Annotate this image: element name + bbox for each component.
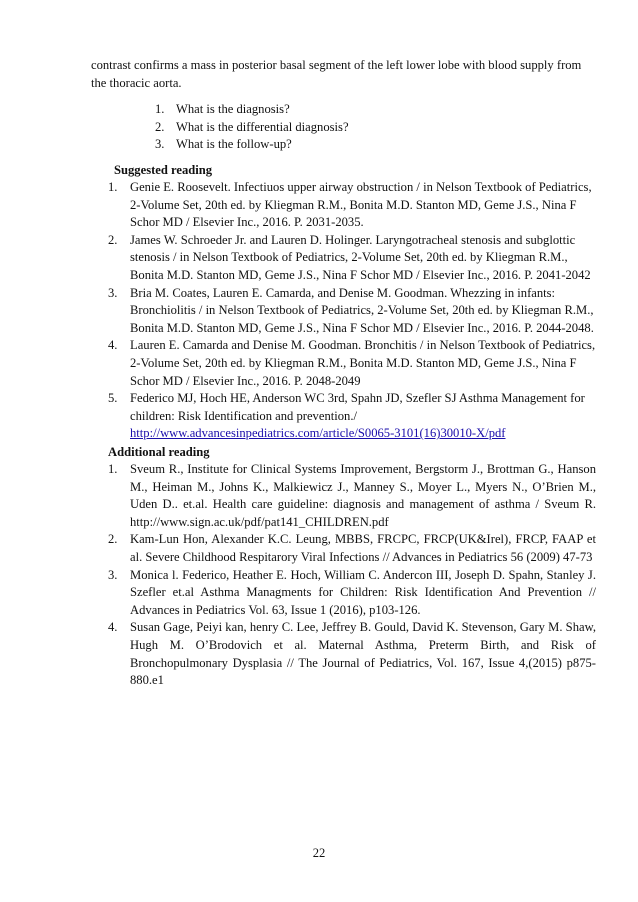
question-number: 1. xyxy=(155,102,165,116)
page-number: 22 xyxy=(312,846,326,860)
reference-item xyxy=(108,619,596,689)
intro-paragraph: contrast confirms a mass in posterior basal segment of the left lower lobe with blood supply from the thoracic aorta. xyxy=(91,58,582,90)
question-item xyxy=(155,136,595,154)
reference-number: 2. xyxy=(108,232,118,247)
reference-item xyxy=(108,285,596,338)
reference-number: 3. xyxy=(108,567,118,582)
reference-item xyxy=(108,531,596,566)
reference-text: Bria M. Coates, Lauren E. Camarda, and Denise M. Goodman. Whezzing in infants: Bronchiolitis / in Nelson Textbook of Pediatrics, 2-Volume Set, 20th ed. by Kliegman R.M., Bonita M.D. Stanton MD, Geme J.S., Nina F Schor MD / Elsevier Inc., 2016. P. 2044-2048. xyxy=(130,285,594,335)
reference-item xyxy=(108,461,596,531)
reference-text: Genie E. Roosevelt. Infectiuos upper airway obstruction / in Nelson Textbook of Pediatrics, 2-Volume Set, 20th ed. by Kliegman R.M., Bonita M.D. Stanton MD, Geme J.S., Nina F Schor MD / Elsevier Inc., 2016. P. 2031-2035. xyxy=(130,180,592,230)
reference-number: 5. xyxy=(108,391,118,406)
additional-reading-title: Additional reading xyxy=(108,445,210,459)
suggested-reading-title: Suggested reading xyxy=(114,163,213,177)
reference-number: 4. xyxy=(108,338,118,353)
reference-number: 2. xyxy=(108,532,118,547)
reference-text: Federico MJ, Hoch HE, Anderson WC 3rd, Spahn JD, Szefler SJ Asthma Management for children: Risk Identification and prevention./ xyxy=(130,391,585,423)
reference-link[interactable]: http://www.advancesinpediatrics.com/article/S0065-3101(16)30010-X/pdf xyxy=(130,426,506,441)
reference-item xyxy=(108,337,596,390)
reference-item xyxy=(108,232,596,285)
reference-number: 1. xyxy=(108,462,118,476)
question-item xyxy=(155,101,595,119)
question-number: 3. xyxy=(155,137,165,152)
question-text: What is the diagnosis? xyxy=(176,102,290,116)
reference-item xyxy=(108,567,596,620)
reference-text: Kam-Lun Hon, Alexander K.C. Leung, MBBS, FRCPC, FRCP(UK&Irel), FRCP, FAAP et al. Severe Childhood Respitarory Viral Infections // Advances in Pediatrics 56 (2009) 47-73 xyxy=(130,532,596,564)
question-number: 2. xyxy=(155,119,165,134)
reference-item xyxy=(108,390,596,443)
reference-text: Monica l. Federico, Heather E. Hoch, William C. Andercon III, Joseph D. Spahn, Stanley J. Szefler et.al Asthma Managments for Children: Risk Identification And Prevention // Advances in Pediatrics Vol. 63, Issue 1 (2016), p103-126. xyxy=(130,567,596,617)
reference-text: James W. Schroeder Jr. and Lauren D. Holinger. Laryngotracheal stenosis and subglottic stenosis / in Nelson Textbook of Pediatrics, 2-Volume Set, 20th ed. by Kliegman R.M., Bonita M.D. Stanton MD, Geme J.S., Nina F Schor MD / Elsevier Inc., 2016. P. 2041-2042 xyxy=(130,232,591,282)
reference-text: Susan Gage, Peiyi kan, henry C. Lee, Jeffrey B. Gould, David K. Stevenson, Gary M. Shaw, Hugh M. O’Brodovich et al. Maternal Asthma, Preterm Birth, and Risk of Bronchopulmonary Dysplasia // The Journal of Pediatrics, Vol. 167, Issue 4,(2015) p875-880.e1 xyxy=(130,620,596,688)
reference-number: 1. xyxy=(108,180,118,194)
suggested-reading-list xyxy=(108,179,596,443)
question-text: What is the differential diagnosis? xyxy=(176,119,349,134)
question-text: What is the follow-up? xyxy=(176,137,292,152)
reference-text: Lauren E. Camarda and Denise M. Goodman. Bronchitis / in Nelson Textbook of Pediatrics, 2-Volume Set, 20th ed. by Kliegman R.M., Bonita M.D. Stanton MD, Geme J.S., Nina F Schor MD / Elsevier Inc., 2016. P. 2048-2049 xyxy=(130,338,596,388)
reference-item xyxy=(108,179,596,232)
question-item xyxy=(155,119,595,137)
reference-text: Sveum R., Institute for Clinical Systems Improvement, Bergstorm J., Brottman G., Hanson M., Heiman M., Johns K., Malkiewicz J., Manney S., Moyer L., Myers N., O’Brien M., Uden D.. et.al. Health care guideline: diagnosis and management of asthma / Sveum R. http://www.sign.ac.uk/pdf/pat141_CHILDREN.pdf xyxy=(130,462,596,529)
additional-reading-list xyxy=(108,461,596,690)
question-list xyxy=(155,101,595,154)
reference-number: 3. xyxy=(108,285,118,300)
reference-number: 4. xyxy=(108,620,118,635)
